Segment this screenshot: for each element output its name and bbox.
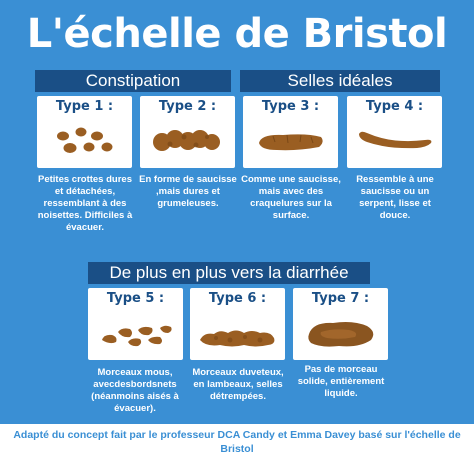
page-title: L'échelle de Bristol [26, 11, 448, 57]
type-2-description: En forme de saucisse ,mais dures et grumeleuses. [139, 174, 237, 209]
type-4-description: Ressemble à une saucisse ou un serpent, lisse et douce. [356, 174, 434, 221]
type-6-card [190, 288, 285, 360]
type-3-card [243, 96, 338, 168]
type-7-card [293, 288, 388, 360]
section-constipation: Constipation [35, 70, 231, 92]
type-2-stool-image [140, 118, 235, 164]
type-4-stool-image [347, 118, 442, 164]
type-5-description: Morceaux mous, avecdesbordsnets (néanmoins aisés à évacuer). [91, 367, 179, 414]
type-5-stool-image [88, 310, 183, 356]
type-5-title: Type 5 : [106, 291, 165, 306]
type-1-title: Type 1 : [55, 99, 114, 114]
type-6-description: Morceaux duveteux, en lambeaux, selles détrempées. [192, 367, 284, 402]
type-3-title: Type 3 : [261, 99, 320, 114]
type-1-card [37, 96, 132, 168]
section-diarrhea: De plus en plus vers la diarrhée [88, 262, 370, 284]
footer-credit: Adapté du concept fait par le professeur DCA Candy et Emma Davey basé sur l'échelle de Bristol [13, 429, 461, 455]
type-2-title: Type 2 : [158, 99, 217, 114]
type-6-stool-image [190, 310, 285, 356]
type-4-title: Type 4 : [365, 99, 424, 114]
type-7-stool-image [293, 310, 388, 356]
type-3-stool-image [243, 118, 338, 164]
type-1-description: Petites crottes dures et détachées, ressemblant à des noisettes. Difficiles à évacuer. [37, 174, 133, 233]
type-7-description: Pas de morceau solide, entièrement liquide. [297, 364, 385, 399]
type-1-stool-image [37, 118, 132, 164]
type-7-title: Type 7 : [311, 291, 370, 306]
type-3-description: Comme une saucisse, mais avec des craquelures sur la surface. [241, 174, 341, 221]
type-4-card [347, 96, 442, 168]
type-2-card [140, 96, 235, 168]
type-6-title: Type 6 : [208, 291, 267, 306]
section-ideal: Selles idéales [240, 70, 440, 92]
type-5-card [88, 288, 183, 360]
